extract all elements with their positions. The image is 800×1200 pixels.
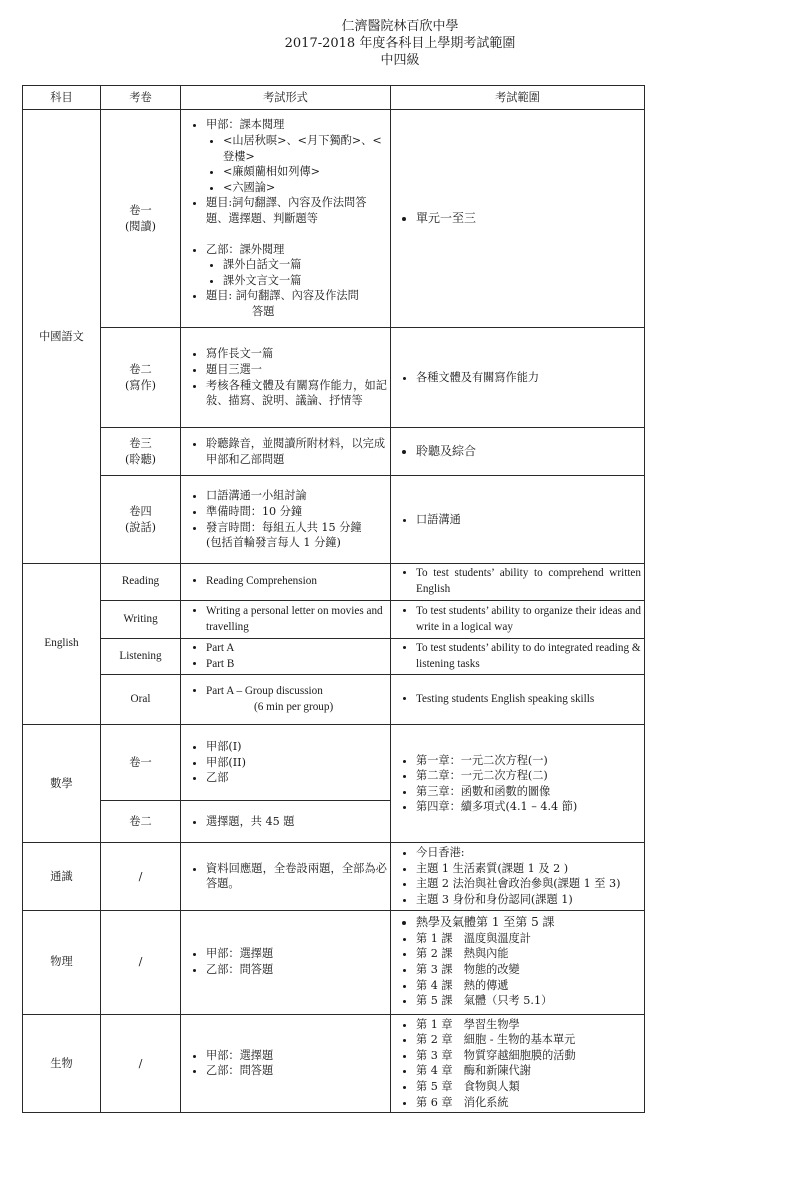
list-item: • 主題 2 法治與社會政治參與(課題 1 至 3)	[416, 876, 641, 892]
list-item: • 第 6 章 消化系統	[416, 1095, 641, 1111]
list-item: • 今日香港:	[416, 845, 641, 861]
list-item: • 第三章：函數和函數的圖像	[416, 784, 641, 800]
subject-physics: 物理	[23, 910, 101, 1014]
paper-cell: /	[101, 910, 181, 1014]
list-item: • 考核各種文體及有關寫作能力，如記敍、描寫、說明、議論、抒情等	[206, 378, 387, 409]
list-item: • 口語溝通	[416, 512, 641, 528]
list-item: • 甲部：課本閱理 • <山居秋暝>、<月下獨酌>、<登樓> • <廉頗藺相如列傳> • <六國論>	[206, 117, 387, 195]
list-item: • 甲部(I)	[206, 739, 387, 755]
scope-cell	[391, 725, 645, 843]
format-cell	[181, 110, 391, 328]
paper-cell	[101, 428, 181, 476]
list-item: • 乙部：問答題	[206, 1063, 387, 1079]
format-cell	[181, 725, 391, 801]
scope-cell	[391, 110, 645, 328]
paper-cell: Listening	[101, 639, 181, 675]
paper-cell: Reading	[101, 564, 181, 601]
table-row	[23, 328, 645, 428]
list-item: • 主題 3 身份和身份認同(課題 1)	[416, 892, 641, 908]
list-item: • Part A – Group discussion (6 min per group)	[206, 684, 387, 715]
list-item: • 課外文言文一篇	[223, 273, 387, 289]
scope-cell	[391, 675, 645, 725]
list-item: • 選擇題，共 45 題	[206, 814, 387, 830]
list-item: • To test students’ ability to comprehend written English	[416, 566, 641, 597]
paper-name: 卷四	[129, 504, 152, 518]
grade-label: 中四級	[380, 53, 420, 68]
list-item: • <廉頗藺相如列傳>	[223, 164, 387, 180]
list-item: • Part A	[206, 641, 387, 657]
list-item: • 聆聽及綜合	[416, 444, 641, 460]
paper-cell: Oral	[101, 675, 181, 725]
paper-name: 卷三	[129, 436, 152, 450]
list-item: • 題目三選一	[206, 362, 387, 378]
subject-english: English	[23, 564, 101, 725]
list-item: • To test students’ ability to organize their ideas and write in a logical way	[416, 604, 641, 635]
table-row	[23, 1014, 645, 1113]
table-row	[23, 675, 645, 725]
subject-math: 數學	[23, 725, 101, 843]
list-item: • 第一章：一元二次方程(一)	[416, 753, 641, 769]
format-cell	[181, 476, 391, 564]
paper-name: 卷一	[129, 203, 152, 217]
scope-cell	[391, 328, 645, 428]
subject-ls: 通識	[23, 843, 101, 910]
table-row	[23, 843, 645, 910]
format-cell	[181, 601, 391, 639]
paper-sub: (聆聽)	[124, 452, 157, 466]
format-cell	[181, 428, 391, 476]
list-item: • 第二章：一元二次方程(二)	[416, 768, 641, 784]
paper-name: 卷二	[129, 362, 152, 376]
list-item: • 發言時間：每組五人共 15 分鐘 (包括首輪發言每人 1 分鐘)	[206, 520, 387, 551]
list-item: • To test students’ ability to do integrated reading & listening tasks	[416, 641, 641, 672]
paper-cell	[101, 328, 181, 428]
table-header-row	[23, 86, 645, 110]
list-item: • 單元一至三	[416, 211, 641, 227]
exam-scope-table	[22, 85, 645, 1113]
format-cell	[181, 1014, 391, 1113]
format-cell	[181, 843, 391, 910]
list-item: • 第 2 課 熱與內能	[416, 946, 641, 962]
list-item: • Writing a personal letter on movies and travelling	[206, 604, 387, 635]
paper-cell: Writing	[101, 601, 181, 639]
format-cell	[181, 328, 391, 428]
list-item: • Part B	[206, 657, 387, 673]
paper-cell: /	[101, 843, 181, 910]
subject-biology: 生物	[23, 1014, 101, 1113]
scope-cell	[391, 1014, 645, 1113]
format-cell	[181, 801, 391, 843]
list-item: • 第 2 章 細胞 - 生物的基本單元	[416, 1032, 641, 1048]
list-item: • 資料回應題，全卷設兩題，全部為必答題。	[206, 861, 387, 892]
table-row	[23, 910, 645, 1014]
document-title: 2017-2018 年度各科目上學期考試範圍	[284, 36, 516, 51]
list-item: • 第 5 課 氣體（只考 5.1）	[416, 993, 641, 1009]
format-cell	[181, 675, 391, 725]
format-cell	[181, 639, 391, 675]
list-item: • 題目: 詞句翻譯、內容及作法問 答題	[206, 288, 387, 319]
document-header	[0, 18, 800, 69]
table-row	[23, 601, 645, 639]
list-item: • 第 4 章 酶和新陳代謝	[416, 1063, 641, 1079]
list-item: • 口語溝通一小組討論	[206, 488, 387, 504]
paper-cell: /	[101, 1014, 181, 1113]
scope-cell	[391, 564, 645, 601]
paper-sub: (寫作)	[124, 378, 157, 392]
col-header-subject: 科目	[23, 86, 101, 110]
list-item: • 課外白話文一篇	[223, 257, 387, 273]
list-item: • Reading Comprehension	[206, 574, 387, 590]
col-header-format: 考試形式	[181, 86, 391, 110]
list-item: • 乙部：問答題	[206, 962, 387, 978]
scope-cell	[391, 428, 645, 476]
list-item: • 乙部：課外閱理 • 課外白話文一篇 • 課外文言文一篇	[206, 242, 387, 289]
scope-cell	[391, 601, 645, 639]
list-item: • 甲部：選擇題	[206, 946, 387, 962]
list-item: • 主題 1 生活素質(課題 1 及 2 )	[416, 861, 641, 877]
list-item: • <六國論>	[223, 180, 387, 196]
col-header-scope: 考試範圍	[391, 86, 645, 110]
table-row	[23, 725, 645, 801]
list-item: • 第 1 章 學習生物學	[416, 1017, 641, 1033]
scope-cell	[391, 843, 645, 910]
list-item: • 各種文體及有關寫作能力	[416, 370, 641, 386]
paper-cell: 卷一	[101, 725, 181, 801]
list-item: • 甲部(II)	[206, 755, 387, 771]
list-item: • 準備時間：10 分鐘	[206, 504, 387, 520]
list-item: • <山居秋暝>、<月下獨酌>、<登樓>	[223, 133, 387, 164]
scope-cell	[391, 910, 645, 1014]
list-item: • 第四章：續多項式(4.1 – 4.4 節)	[416, 799, 641, 815]
table-row	[23, 476, 645, 564]
format-cell	[181, 910, 391, 1014]
list-item: • 第 3 課 物態的改變	[416, 962, 641, 978]
list-item: • 甲部：選擇題	[206, 1048, 387, 1064]
paper-cell	[101, 476, 181, 564]
paper-sub: (說話)	[124, 520, 157, 534]
table-row	[23, 428, 645, 476]
paper-cell: 卷二	[101, 801, 181, 843]
format-cell	[181, 564, 391, 601]
list-item: • 第 3 章 物質穿越細胞膜的活動	[416, 1048, 641, 1064]
scope-cell	[391, 639, 645, 675]
subject-chinese: 中國語文	[23, 110, 101, 564]
table-row	[23, 110, 645, 328]
school-name: 仁濟醫院林百欣中學	[341, 19, 459, 34]
list-item: • 第 4 課 熱的傳遞	[416, 978, 641, 994]
list-item: • 題目:詞句翻譯、內容及作法問答題、選擇題、判斷題等	[206, 195, 387, 226]
paper-sub: (閱讀)	[124, 219, 157, 233]
table-row	[23, 639, 645, 675]
list-item: • 熱學及氣體第 1 至第 5 課	[416, 915, 641, 931]
list-item: • 第 5 章 食物與人類	[416, 1079, 641, 1095]
list-item: • 聆聽錄音，並閱讀所附材料，以完成甲部和乙部問題	[206, 436, 387, 467]
paper-cell	[101, 110, 181, 328]
col-header-paper: 考卷	[101, 86, 181, 110]
table-row	[23, 564, 645, 601]
list-item: • 第 1 課 溫度與溫度計	[416, 931, 641, 947]
list-item: • 乙部	[206, 770, 387, 786]
list-item: • Testing students English speaking skills	[416, 692, 641, 708]
list-item: • 寫作長文一篇	[206, 346, 387, 362]
scope-cell	[391, 476, 645, 564]
